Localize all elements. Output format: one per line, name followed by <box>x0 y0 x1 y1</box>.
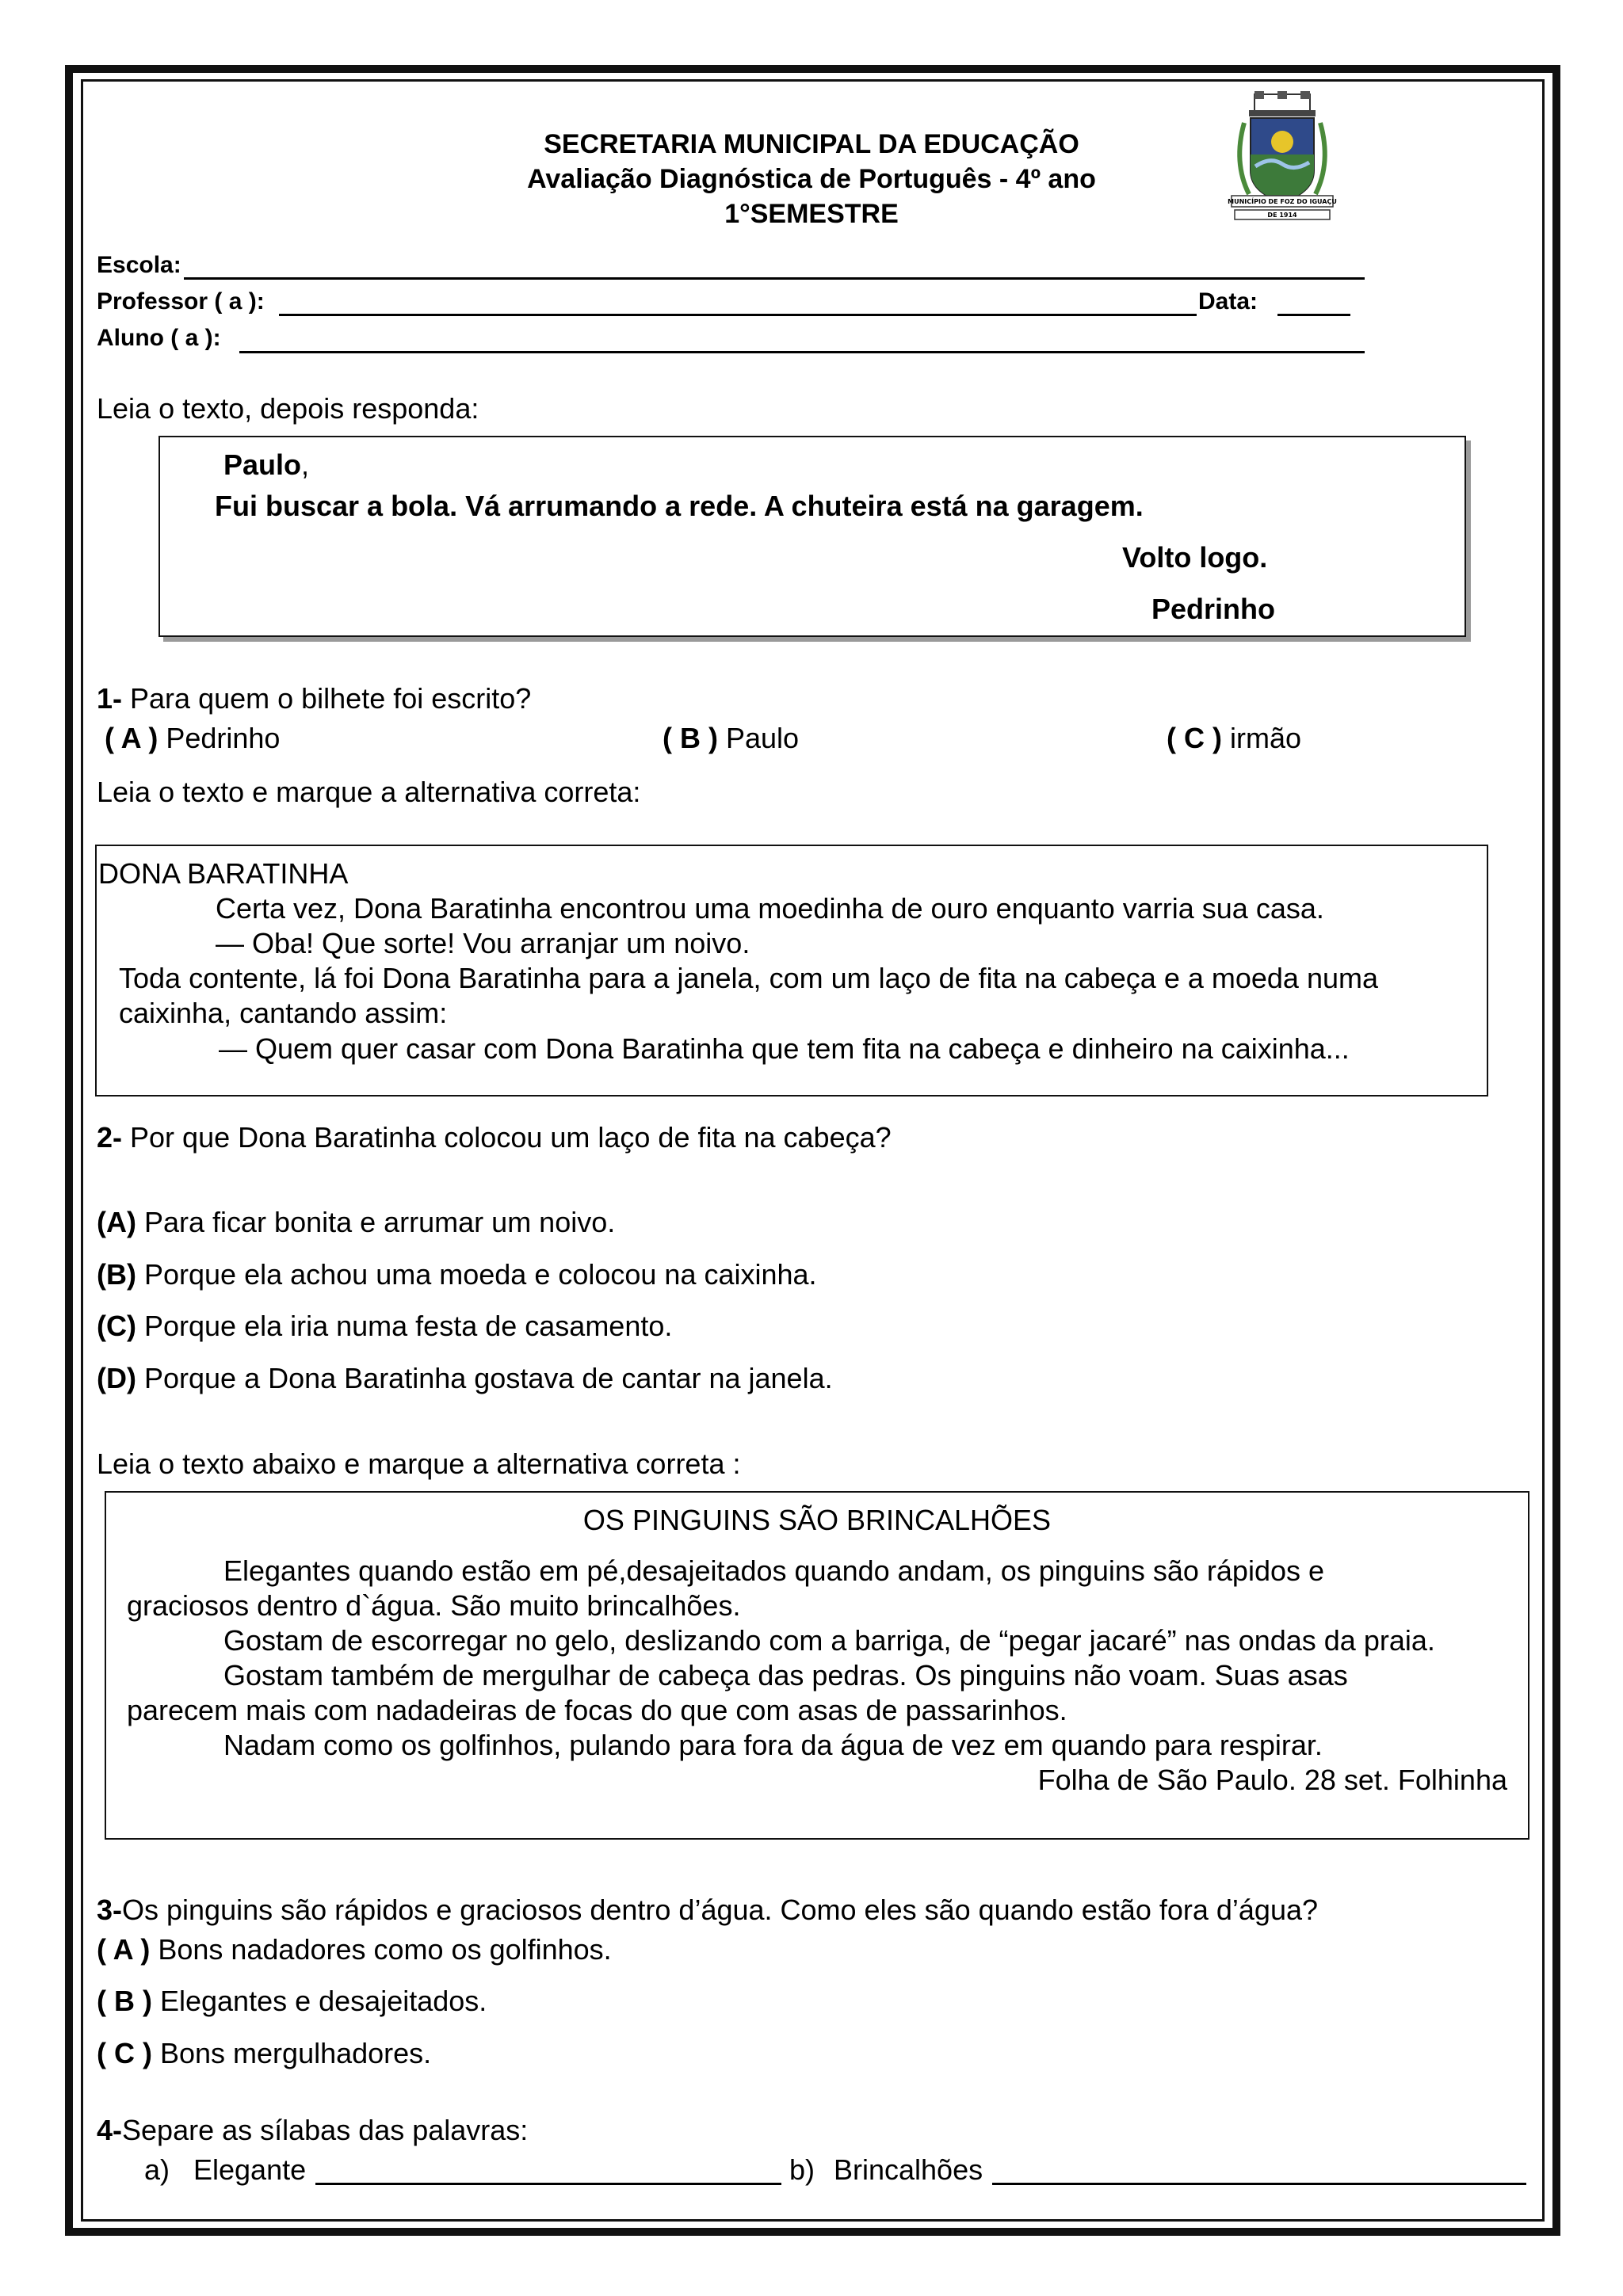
pinguins-line-5: parecem mais com nadadeiras de focas do que com asas de passarinhos. <box>127 1694 1067 1726</box>
q1-option-b[interactable] <box>663 722 799 755</box>
baratinha-line-2: — Oba! Que sorte! Vou arranjar um noivo. <box>216 927 750 959</box>
aluno-line[interactable] <box>239 351 1365 353</box>
q4-b-answer-line[interactable] <box>992 2183 1526 2185</box>
note-body: Fui buscar a bola. Vá arrumando a rede. A chuteira está na garagem. <box>215 490 1144 522</box>
q3-option-b-letter: ( B ) <box>97 1985 152 2017</box>
q2-option-c[interactable] <box>97 1310 672 1343</box>
q2-question <box>97 1121 892 1154</box>
q3-number: 3- <box>97 1894 123 1926</box>
q1-option-a-letter: ( A ) <box>105 722 158 754</box>
q2-question-text: Por que Dona Baratinha colocou um laço de fita na cabeça? <box>122 1121 892 1154</box>
svg-text:MUNICÍPIO DE FOZ DO IGUAÇU: MUNICÍPIO DE FOZ DO IGUAÇU <box>1228 198 1337 205</box>
q1-question-text: Para quem o bilhete foi escrito? <box>122 682 532 715</box>
q2-instruction: Leia o texto e marque a alternativa correta: <box>97 776 641 808</box>
pinguins-title: OS PINGUINS SÃO BRINCALHÕES <box>582 1504 1052 1536</box>
q3-option-c-letter: ( C ) <box>97 2037 152 2069</box>
q4-number: 4- <box>97 2114 123 2146</box>
q4-a-label: a) <box>144 2153 170 2186</box>
q4-b-label: b) <box>789 2153 815 2186</box>
q1-option-a[interactable] <box>105 722 280 755</box>
baratinha-title: DONA BARATINHA <box>98 857 349 890</box>
q3-question <box>97 1894 1318 1927</box>
q3-option-b[interactable] <box>97 1985 487 2018</box>
q1-option-c-text: irmão <box>1221 722 1302 754</box>
baratinha-line-4: caixinha, cantando assim: <box>119 997 448 1029</box>
q4-question-text: Separe as sílabas das palavras: <box>122 2114 529 2146</box>
q2-option-b-letter: (B) <box>97 1258 136 1291</box>
q1-number: 1- <box>97 682 123 715</box>
baratinha-line-1: Certa vez, Dona Baratinha encontrou uma moedinha de ouro enquanto varria sua casa. <box>216 892 1324 925</box>
q4-a-word: Elegante <box>193 2153 307 2186</box>
q2-number: 2- <box>97 1121 123 1154</box>
q3-option-a-letter: ( A ) <box>97 1933 151 1966</box>
q4-a-answer-line[interactable] <box>315 2183 781 2185</box>
pinguins-line-2: graciosos dentro d`água. São muito brincalhões. <box>127 1589 741 1622</box>
note-greeting <box>223 448 309 482</box>
escola-label: Escola: <box>97 252 181 278</box>
q2-option-d-letter: (D) <box>97 1362 136 1394</box>
q2-option-c-letter: (C) <box>97 1310 136 1342</box>
q2-option-b[interactable] <box>97 1258 817 1291</box>
header-secretaria: SECRETARIA MUNICIPAL DA EDUCAÇÃO <box>544 129 1079 159</box>
baratinha-line-3: Toda contente, lá foi Dona Baratinha para a janela, com um laço de fita na cabeça e a moeda numa <box>119 962 1379 994</box>
q1-option-c-letter: ( C ) <box>1167 722 1222 754</box>
header-avaliacao: Avaliação Diagnóstica de Português - 4º ano <box>527 164 1096 194</box>
q1-option-b-letter: ( B ) <box>663 722 718 754</box>
q2-option-a[interactable] <box>97 1206 615 1239</box>
q1-option-a-text: Pedrinho <box>158 722 281 754</box>
q2-option-d[interactable] <box>97 1362 833 1395</box>
municipal-crest-logo <box>1227 91 1338 226</box>
q3-option-a-text: Bons nadadores como os golfinhos. <box>150 1933 612 1966</box>
svg-text:DE 1914: DE 1914 <box>1267 212 1297 219</box>
q2-option-c-text: Porque ela iria numa festa de casamento. <box>136 1310 673 1342</box>
q3-question-text: Os pinguins são rápidos e graciosos dentro d’água. Como eles são quando estão fora d’água? <box>122 1894 1319 1926</box>
q1-question <box>97 682 531 715</box>
pinguins-line-3: Gostam de escorregar no gelo, deslizando com a barriga, de “pegar jacaré” nas ondas da praia. <box>223 1624 1435 1657</box>
q2-option-a-letter: (A) <box>97 1206 136 1238</box>
professor-label: Professor ( a ): <box>97 288 265 315</box>
pinguins-line-6: Nadam como os golfinhos, pulando para fora da água de vez em quando para respirar. <box>223 1729 1323 1761</box>
q3-instruction: Leia o texto abaixo e marque a alternativa correta : <box>97 1447 741 1480</box>
note-signature: Pedrinho <box>1151 593 1276 625</box>
q1-option-b-text: Paulo <box>717 722 800 754</box>
pinguins-line-1: Elegantes quando estão em pé,desajeitados quando andam, os pinguins são rápidos e <box>223 1554 1325 1587</box>
q2-option-a-text: Para ficar bonita e arrumar um noivo. <box>136 1206 616 1238</box>
q2-option-b-text: Porque ela achou uma moeda e colocou na caixinha. <box>136 1258 817 1291</box>
note-greeting-comma: , <box>301 448 310 481</box>
escola-line[interactable] <box>184 277 1365 280</box>
q4-question <box>97 2114 528 2147</box>
note-closing: Volto logo. <box>1122 541 1268 574</box>
q3-option-a[interactable] <box>97 1933 612 1966</box>
q2-option-d-text: Porque a Dona Baratinha gostava de cantar na janela. <box>136 1362 833 1394</box>
q3-option-c[interactable] <box>97 2037 431 2070</box>
data-line[interactable] <box>1277 314 1350 316</box>
pinguins-source: Folha de São Paulo. 28 set. Folhinha <box>1037 1764 1507 1796</box>
q4-b-word: Brincalhões <box>834 2153 983 2186</box>
q1-instruction: Leia o texto, depois responda: <box>97 392 479 425</box>
q3-option-c-text: Bons mergulhadores. <box>151 2037 432 2069</box>
header-semestre: 1°SEMESTRE <box>724 199 899 229</box>
data-label: Data: <box>1198 288 1258 315</box>
pinguins-line-4: Gostam também de mergulhar de cabeça das pedras. Os pinguins não voam. Suas asas <box>223 1659 1348 1691</box>
aluno-label: Aluno ( a ): <box>97 325 221 351</box>
baratinha-line-5: — Quem quer casar com Dona Baratinha que tem fita na cabeça e dinheiro na caixinha... <box>219 1032 1350 1065</box>
q1-option-c[interactable] <box>1167 722 1301 755</box>
note-greeting-name: Paulo <box>223 448 302 481</box>
professor-line[interactable] <box>279 314 1197 316</box>
q3-option-b-text: Elegantes e desajeitados. <box>151 1985 487 2017</box>
